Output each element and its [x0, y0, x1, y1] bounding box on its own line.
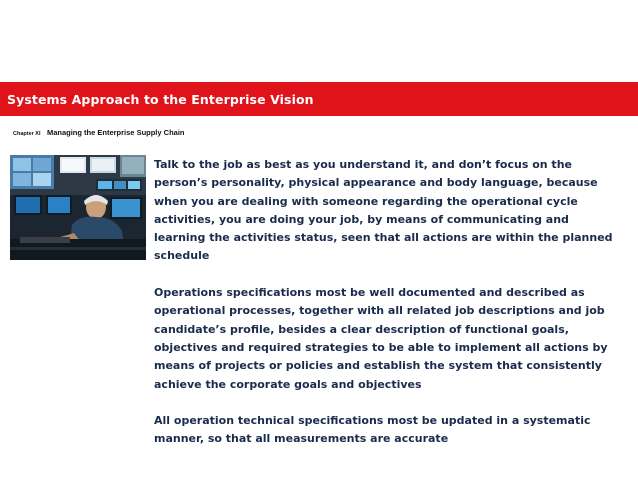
body-text [154, 156, 614, 467]
slide-title: Systems Approach to the Enterprise Vision [7, 91, 314, 107]
paragraph-2: Operations specifications most be well documented and described as operational processes, together with all related job descriptions and job candidate’s profile, besides a clear description of functional goals, objectives and required strategies to be able to implement all actions by means of projects or policies and establish the system that consistently achieve the corporate goals and objectives [154, 286, 608, 391]
chapter-label: Chapter XI [13, 131, 41, 137]
paragraph-3: All operation technical specifications most be updated in a systematic manner, so that all measurements are accurate [154, 414, 591, 446]
title-bar [0, 82, 638, 116]
chapter-name: Managing the Enterprise Supply Chain [46, 128, 185, 137]
operations-control-room-photo-icon [10, 155, 146, 260]
control-room-photo [10, 155, 146, 260]
paragraph-1: Talk to the job as best as you understand it, and don’t focus on the person’s personality, physical appearance and body language, because when you are dealing with someone regarding the operational cycle activities, you are doing your job, by means of communicating and learning the activities status, seen that all actions are within the planned schedule [154, 158, 613, 263]
chapter-subtitle [13, 125, 185, 140]
